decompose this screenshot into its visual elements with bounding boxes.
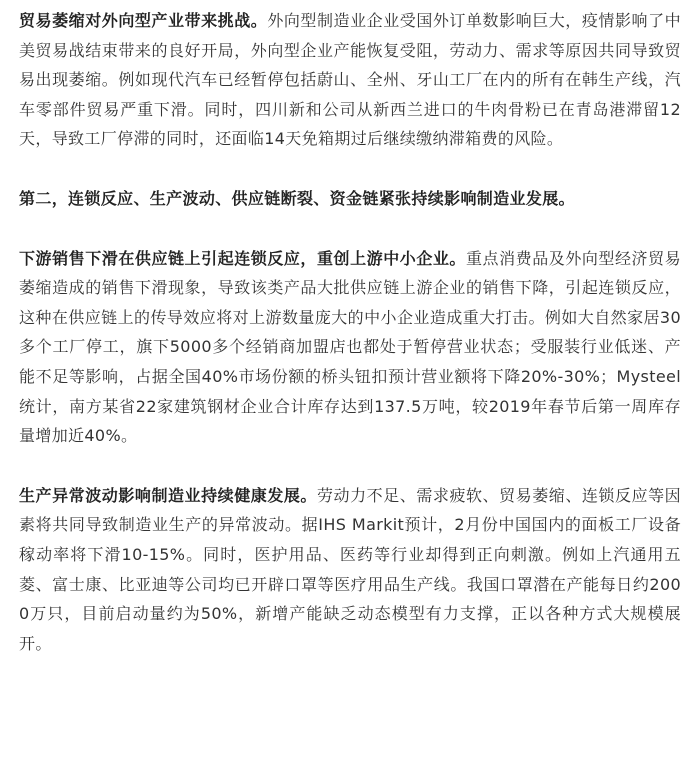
paragraph-text: 重点消费品及外向型经济贸易萎缩造成的销售下滑现象，导致该类产品大批供应链上游企业的销售下降，引起连锁反应，这种在供应链上的传导效应将对上游数量庞大的中小企业造成重大打击。例如大自然家居30多个工厂停工，旗下5000多个经销商加盟店也都处于暂停营业状态；受服装行业低迷、产能不足等影响，占据全国40%市场份额的桥头钮扣预计营业额将下降20%-30%；Mysteel统计，南方某省22家建筑钢材企业合计库存达到137.5万吨，较2019年春节后第一周库存量增加近40%。	[19, 248, 681, 446]
paragraph-lead: 贸易萎缩对外向型产业带来挑战。	[19, 11, 268, 30]
paragraph-lead: 生产异常波动影响制造业持续健康发展。	[19, 485, 317, 505]
paragraph-spacer	[19, 214, 681, 244]
paragraph-trade-shrink	[19, 6, 681, 154]
paragraph-spacer	[19, 451, 681, 481]
paragraph-lead: 下游销售下滑在供应链上引起连锁反应，重创上游中小企业。	[19, 248, 466, 268]
paragraph-spacer	[19, 154, 681, 184]
paragraph-text: 外向型制造业企业受国外订单数影响巨大，疫情影响了中美贸易战结束带来的良好开局，外向型企业产能恢复受阻，劳动力、需求等原因共同导致贸易出现萎缩。例如现代汽车已经暂停包括蔚山、全州、牙山工厂在内的所有在韩生产线，汽车零部件贸易严重下滑。同时，四川新和公司从新西兰进口的牛肉骨粉已在青岛港滞留12天，导致工厂停滞的同时，还面临14天免箱期过后继续缴纳滞箱费的风险。	[19, 11, 681, 149]
paragraph-production-fluctuation	[19, 481, 681, 659]
paragraph-supply-chain	[19, 244, 681, 451]
section-heading-second	[19, 184, 681, 214]
article-body	[19, 6, 681, 658]
paragraph-text: 劳动力不足、需求疲软、贸易萎缩、连锁反应等因素将共同导致制造业生产的异常波动。据IHS Markit预计，2月份中国国内的面板工厂设备稼动率将下滑10-15%。同时，医护用品、医药等行业却得到正向刺激。例如上汽通用五菱、富士康、比亚迪等公司均已开辟口罩等医疗用品生产线。我国口罩潜在产能每日约2000万只，目前启动量约为50%，新增产能缺乏动态模型有力支撑，正以各种方式大规模展开。	[19, 485, 681, 653]
section-heading-text: 第二，连锁反应、生产波动、供应链断裂、资金链紧张持续影响制造业发展。	[19, 188, 575, 208]
